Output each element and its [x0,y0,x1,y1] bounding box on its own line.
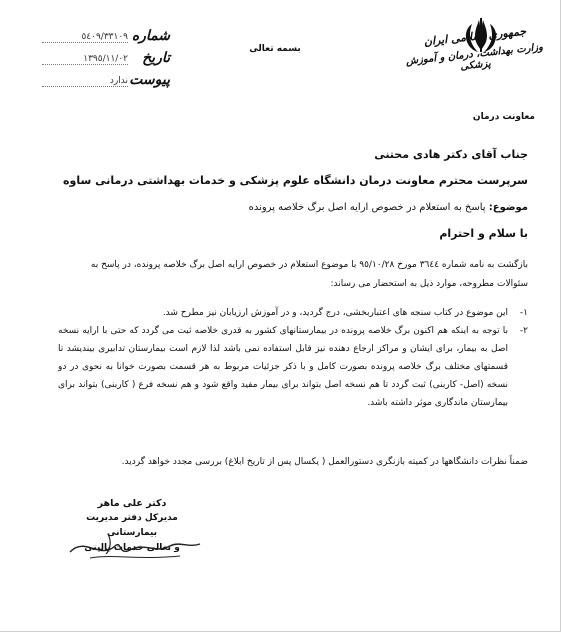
signer-title-line1: مدیرکل دفتر مدیریت بیمارستانی [86,513,178,538]
reference-attachment-row [40,72,170,94]
salutation: با سلام و احترام [439,227,528,240]
republic-name: جمهوری اسلامی ایران [423,24,527,49]
attachment-label: پیوست [129,72,170,88]
response-item-2 [58,322,528,412]
intro-paragraph: بازگشت به نامه شماره ٣٦٤٤ مورخ ٩٥/١٠/٢٨ با موضوع استعلام در خصوص ارایه اصل برگ خلاصه پرونده، در پاسخ به سئوالات مطروحه، موارد ذیل به استحضار می رساند: [90,260,528,289]
closing-paragraph: ضمناً نظرات دانشگاهها در کمیته بازنگری دستورالعمل ( یکسال پس از تاریخ ابلاغ) بررسی مجدد خواهد گردید. [121,457,528,467]
ministry-header [400,24,550,73]
signer-title-line2: و تعالی خدمات بالینی [84,543,180,553]
subject-label: موضوع: [488,202,528,213]
number-label: شماره [131,28,170,44]
response-items [58,304,528,412]
addressee: جناب آقای دکتر هادی محتنی [374,148,528,161]
number-value: ٥٤٠٩/٣٣١٠٩ [42,32,128,43]
item-number: ١- [519,308,528,318]
ministry-name: وزارت بهداشت، درمان و آموزش پزشکی [405,41,544,73]
subject-line [48,202,528,213]
handwritten-signature [60,516,210,566]
attachment-value: ندارد [42,76,128,87]
date-label: تاریخ [142,50,170,66]
reference-date-row [40,50,170,72]
deputy-label: معاونت درمان [472,112,535,122]
item-text: با توجه به اینکه هم اکنون برگ خلاصه پرونده در بیمارستانهای کشور به قدری خلاصه ثبت می گردد که حتی با ارایه نسخه اصل به بیمار، برای ایشان و مراکز ارجاع دهنده نیز قابل استفاده نمی باشد لذا لازم است بیمارستان تدابیری بیندیشد تا قسمتهای مختلف برگ خلاصه پرونده بصورت کامل و با ذکر جزئیات مربوط به هر قسمت بصورت خوانا به نحوی در دو نسخه (اصل- کاربنی) ثبت گردد تا هم نسخه اصل بتواند برای بیمار مفید واقع شود و هم نسخه فرع ( کاربنی) بتواند برای بیمارستان ماندگاری موثر داشته باشد. [58,326,508,408]
reference-number-row [40,28,170,50]
bismillah: بسمه تعالی [249,44,301,54]
subject-text: پاسخ به استعلام در خصوص ارایه اصل برگ خلاصه پرونده [248,202,486,213]
recipient-org: سرپرست محترم معاونت درمان دانشگاه علوم پزشکی و خدمات بهداشتی درمانی ساوه [63,174,528,187]
reference-block [40,28,170,94]
signer-name: دکتر علی ماهر [97,498,167,509]
date-value: ١٣٩٥/١١/٠٢ [42,54,128,65]
item-number: ٢- [519,326,528,336]
item-text: این موضوع در کتاب سنجه های اعتباربخشی، درج گردید، و در آموزش ارزیابان نیز مطرح شد. [162,308,508,318]
response-item-1 [58,304,528,322]
